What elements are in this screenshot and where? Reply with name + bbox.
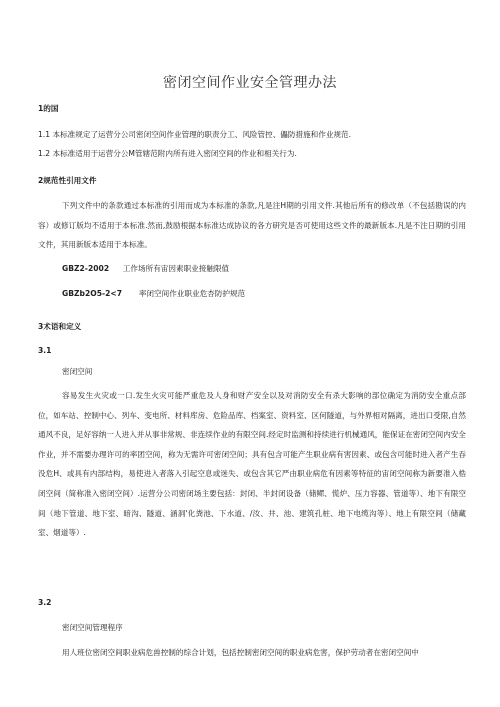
term-3-2-number: 3.2: [38, 598, 52, 607]
section-2-paragraph: 下列文件中的条款通过本标准的引用而成为本标准的条款,凡是注H期的引用文件.其他后所有的修改单（不包括勘误的内容）或修订版均不适用于本标准.然而,鼓励根据本标准达成协议的各方研究是否可使用这些文件的最新版本.凡是不注日期的引用文件，其用新版本适用于本标准。: [38, 201, 466, 250]
term-3-1-number: 3.1: [38, 346, 52, 355]
reference-2: [62, 289, 245, 299]
reference-1-code: GBZ2-2002: [62, 264, 110, 273]
clause-1-1: 1.1 本标准规定了运营分公司密闭空间作业管理的职责分工、风险管控、儡防措施和作业规范.: [38, 130, 352, 139]
reference-2-code: GBZb2O5-2<7: [62, 289, 123, 298]
reference-1: [62, 264, 229, 274]
term-3-2-name: 密闭空间管理程序: [62, 623, 123, 632]
term-3-1-name: 密闭空间: [62, 367, 93, 376]
term-3-1-definition: 容易发生火灾或一口.发生火灾可能严重危及人身和财产安全以及对消防安全有杀大影响的部位确定为消防安全重点部位，如车站、控制中心、列车、变电所、材料库房、危险品库、档案室、资料室、区何隧道，与外界相对隔离，进出口受限,自然通风不良，足好容纳一人进入并从事非常规、非连续作业的有限空间.经定时监测和持续进行机械通风，能保证在密闭空间内安全作业，并不需要办理许可的率团空间，称为无需许可密闭空间；具有包含可能产生职业病有害因素、或包含可能时进入者产生吞没危H、或具有内部结构，易使进入者落入引起空息或迷失、或包含其它严由职业病危有因素等特征的宙闭空间称为新要准入梏闭空间（简称准入密闭空间）.运营分公司密闭场主要包括：封闭、半封闭设备（储鳏、慌炉、压力容器、管道等）、地下有限空间（地下管道、地下室、暗沟、隧道、涵洞'化粪池、下水道、/汝、井、池、建筑孔桩、地下电缆沟等）、地上有限空间（储藏室、烟道等）.: [38, 391, 466, 538]
clause-1-2: 1.2 本标准适用于运营分公M管辖范附内所有进入密闭空间的作业和相关行为.: [38, 149, 297, 158]
term-3-2-definition: 用人班位密闭空间职业病危兽控制的综合计划，包括控制密闭空间的职业病危害，保护劳动者在密闭空间中: [62, 648, 419, 657]
reference-1-title: 工作场所有宙因素职业接触限值: [122, 264, 230, 273]
reference-2-title: 率闭空间作业职业危杏防护规范: [138, 289, 246, 298]
section-1-heading: 1的国: [38, 104, 59, 113]
section-3-heading: 3术语和定义: [38, 322, 82, 331]
document-title: 密闭空间作业安全管理办法: [163, 75, 337, 91]
section-2-heading: 2规范性引用文件: [38, 176, 97, 185]
